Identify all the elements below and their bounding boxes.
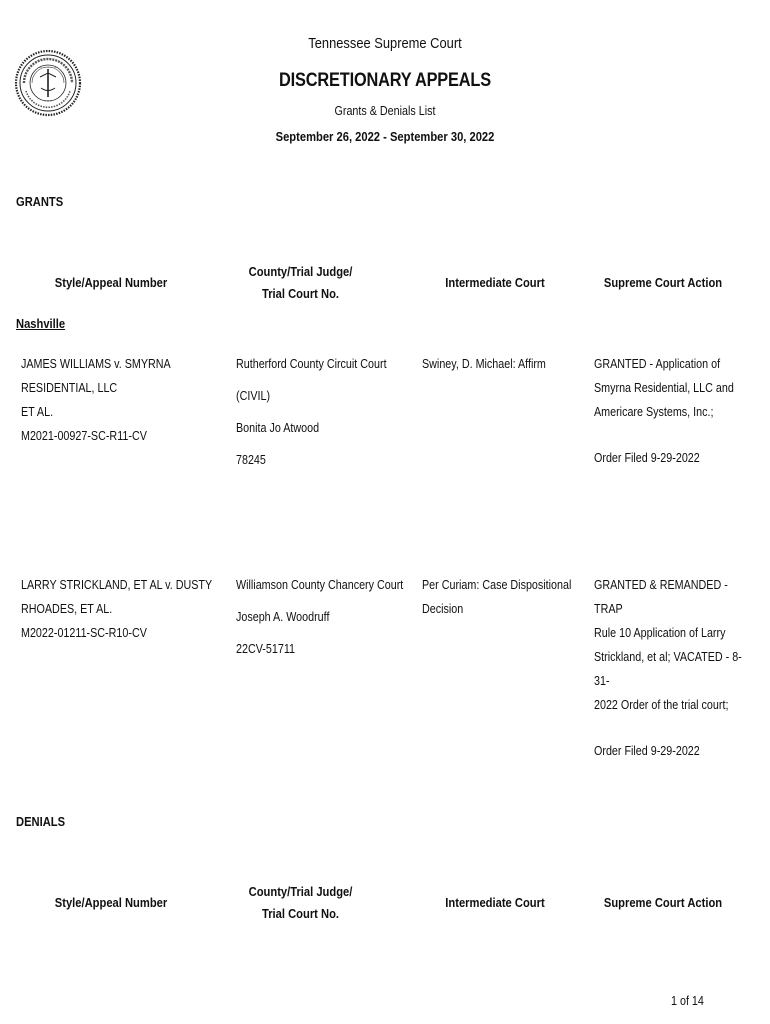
denials-col-county (221, 881, 380, 925)
court-name: Tennessee Supreme Court (308, 35, 462, 52)
grants-section-label: GRANTS (16, 194, 64, 209)
action-line2: Rule 10 Application of Larry (594, 626, 726, 640)
action-line2: Smyrna Residential, LLC and (594, 381, 734, 395)
trial-judge: Joseph A. Woodruff (236, 610, 330, 624)
grants-col-county-line2: Trial Court No. (261, 286, 340, 301)
table-row-1-style (21, 352, 219, 448)
svg-text:* * *: * * * (44, 99, 52, 104)
trial-court: Rutherford County Circuit Court (CIVIL) (236, 357, 387, 403)
order-filed: Order Filed 9-29-2022 (594, 451, 700, 465)
denials-col-style: Style/Appeal Number (54, 895, 168, 910)
svg-text:~ ~ ~ ~ ~: ~ ~ ~ ~ ~ (39, 65, 57, 70)
intermediate-court-line2: Decision (422, 602, 464, 616)
case-style-line1: JAMES WILLIAMS v. SMYRNA RESIDENTIAL, LLC (21, 357, 171, 395)
trial-court-number: 78245 (236, 453, 266, 467)
action-line4: 2022 Order of the trial court; (594, 698, 729, 712)
trial-court-number: 22CV-51711 (236, 642, 295, 656)
appeal-number: M2022-01211-SC-R10-CV (21, 626, 147, 640)
denials-col-county-line1: County/Trial Judge/ (248, 884, 353, 899)
case-style-line2: RHOADES, ET AL. (21, 602, 113, 616)
table-row-1-intermediate (422, 352, 577, 376)
intermediate-court-line1: Per Curiam: Case Dispositional (422, 578, 572, 592)
table-row-1-action (594, 352, 749, 470)
grants-col-action: Supreme Court Action (603, 275, 723, 290)
trial-court: Williamson County Chancery Court (236, 578, 404, 592)
action-line3: Strickland, et al; VACATED - 8-31- (594, 650, 742, 688)
table-row-2-action (594, 573, 749, 763)
denials-col-action: Supreme Court Action (603, 895, 723, 910)
page-title: DISCRETIONARY APPEALS (279, 70, 491, 91)
grants-col-intermediate: Intermediate Court (445, 275, 545, 290)
grants-col-county-line1: County/Trial Judge/ (248, 264, 353, 279)
table-row-1-county (236, 348, 408, 476)
action-line3: Americare Systems, Inc.; (594, 405, 714, 419)
date-range: September 26, 2022 - September 30, 2022 (275, 129, 495, 144)
case-style-line1: LARRY STRICKLAND, ET AL v. DUSTY (21, 578, 213, 592)
trial-judge: Bonita Jo Atwood (236, 421, 320, 435)
case-style-line2: ET AL. (21, 405, 54, 419)
region-nashville: Nashville (16, 316, 66, 331)
action-line1: GRANTED & REMANDED - TRAP (594, 578, 728, 616)
action-line1: GRANTED - Application of (594, 357, 721, 371)
denials-col-county-line2: Trial Court No. (261, 906, 340, 921)
order-filed: Order Filed 9-29-2022 (594, 744, 700, 758)
appeal-number: M2021-00927-SC-R11-CV (21, 429, 147, 443)
denials-col-intermediate: Intermediate Court (445, 895, 545, 910)
grants-col-county (221, 261, 380, 305)
page-number: 1 of 14 (671, 994, 704, 1008)
table-row-2-style (21, 573, 219, 645)
intermediate-court: Swiney, D. Michael: Affirm (422, 357, 546, 371)
grants-col-style: Style/Appeal Number (54, 275, 168, 290)
page-subtitle: Grants & Denials List (334, 104, 436, 118)
table-row-2-county (236, 569, 408, 665)
table-row-2-intermediate (422, 573, 577, 621)
denials-section-label: DENIALS (16, 814, 66, 829)
